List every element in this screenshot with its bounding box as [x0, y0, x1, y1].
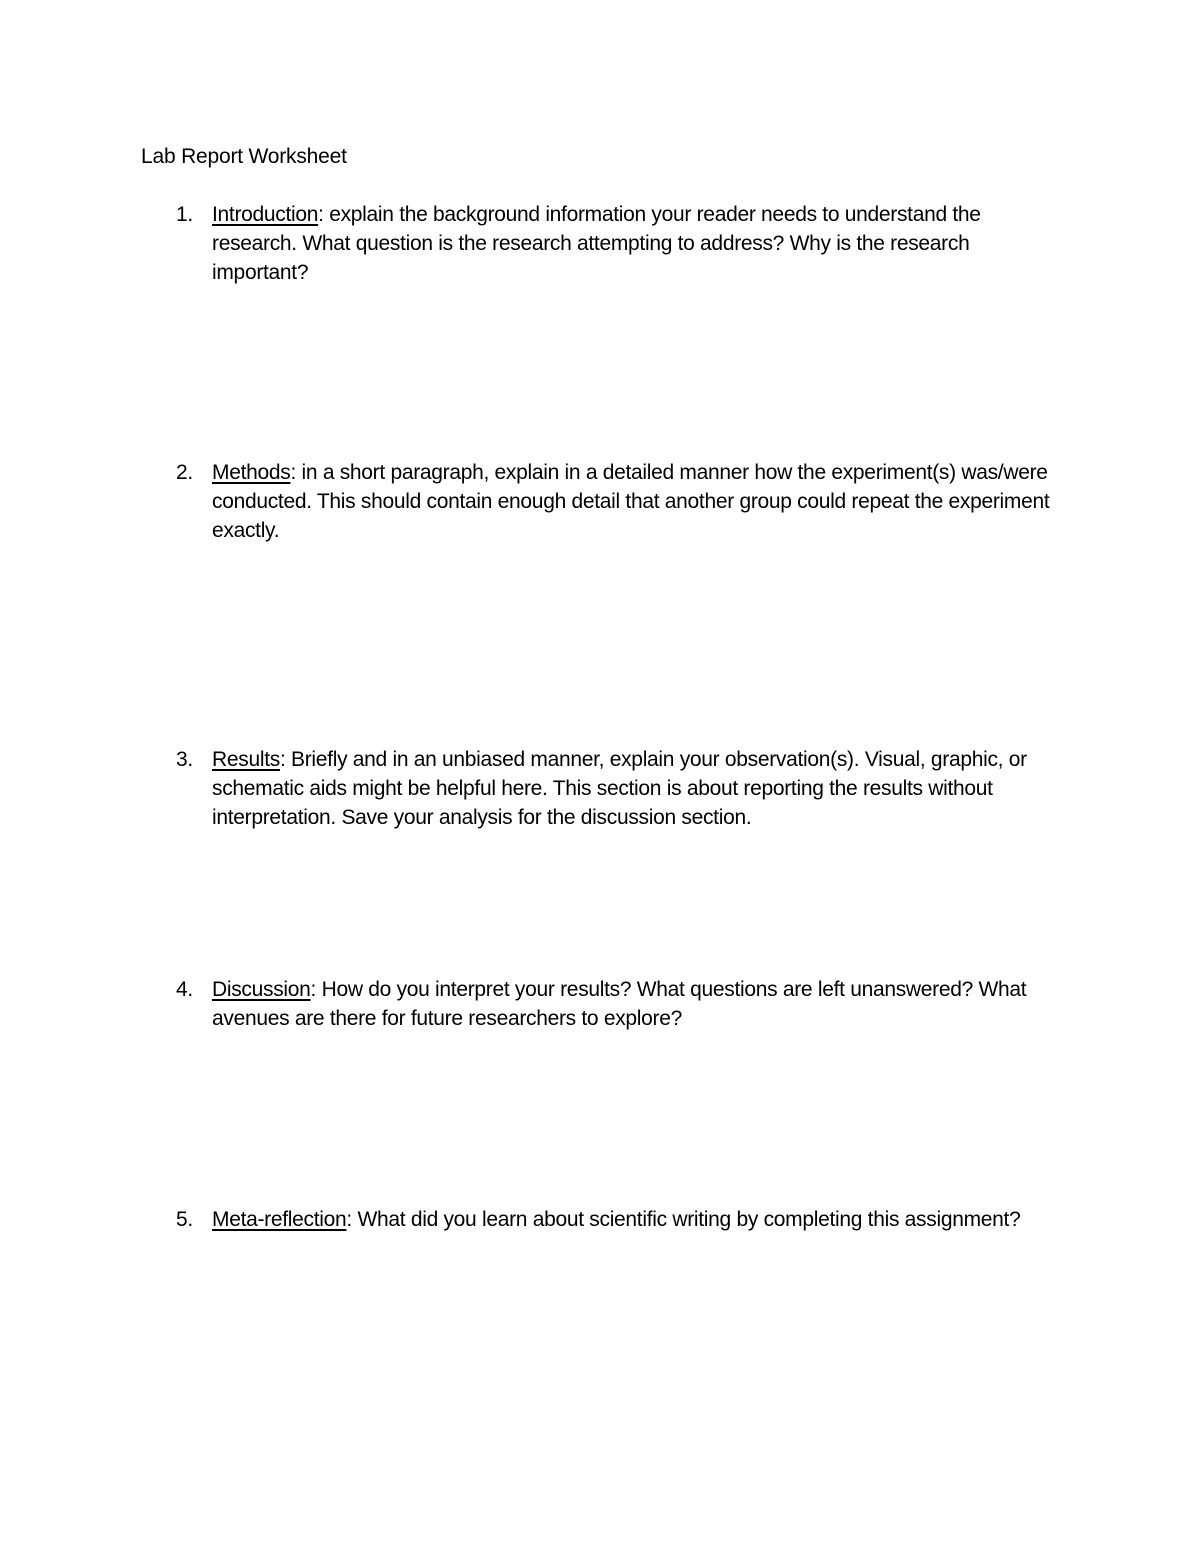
list-item-number: 4. [176, 978, 193, 1001]
list-item-methods [141, 458, 1071, 545]
list-item-discussion [141, 975, 1071, 1033]
list-item-results [141, 745, 1071, 832]
list-item-body [212, 458, 1071, 545]
section-heading-meta-reflection: Meta-reflection [212, 1208, 347, 1231]
list-item-body [212, 1205, 1071, 1234]
section-prompt-text: in a short paragraph, explain in a detailed manner how the experiment(s) was/were conducted. This should contain enough detail that another group could repeat the experiment exactly. [212, 461, 1050, 542]
section-heading-discussion: Discussion [212, 978, 311, 1001]
section-heading-methods: Methods [212, 461, 291, 484]
section-heading-introduction: Introduction [212, 203, 319, 226]
heading-separator: : [318, 203, 324, 226]
list-item-introduction [141, 200, 1071, 287]
page-title: Lab Report Worksheet [141, 145, 347, 168]
section-prompt-text: How do you interpret your results? What questions are left unanswered? What avenues are there for future researchers to explore? [212, 978, 1027, 1030]
list-item-body [212, 745, 1071, 832]
list-item-body [212, 975, 1071, 1033]
section-prompt-text: explain the background information your reader needs to understand the research. What question is the research attempting to address? Why is the research important? [212, 203, 981, 284]
heading-separator: : [346, 1208, 352, 1231]
heading-separator: : [279, 748, 286, 771]
list-item-number: 5. [176, 1208, 193, 1231]
list-item-number: 2. [176, 461, 193, 484]
section-prompt-text: What did you learn about scientific writing by completing this assignment? [351, 1208, 1021, 1231]
list-item-number: 1. [176, 203, 193, 226]
list-item-number: 3. [176, 748, 193, 771]
section-heading-results: Results [212, 748, 280, 771]
heading-separator: : [290, 461, 296, 484]
section-prompt-text: Briefly and in an unbiased manner, explain your observation(s). Visual, graphic, or schematic aids might be helpful here. This section is about reporting the results without interpretation. Save your analysis for the discussion section. [212, 748, 1027, 829]
list-item-body [212, 200, 1071, 287]
list-item-meta-reflection [141, 1205, 1071, 1234]
heading-separator: : [310, 978, 317, 1001]
